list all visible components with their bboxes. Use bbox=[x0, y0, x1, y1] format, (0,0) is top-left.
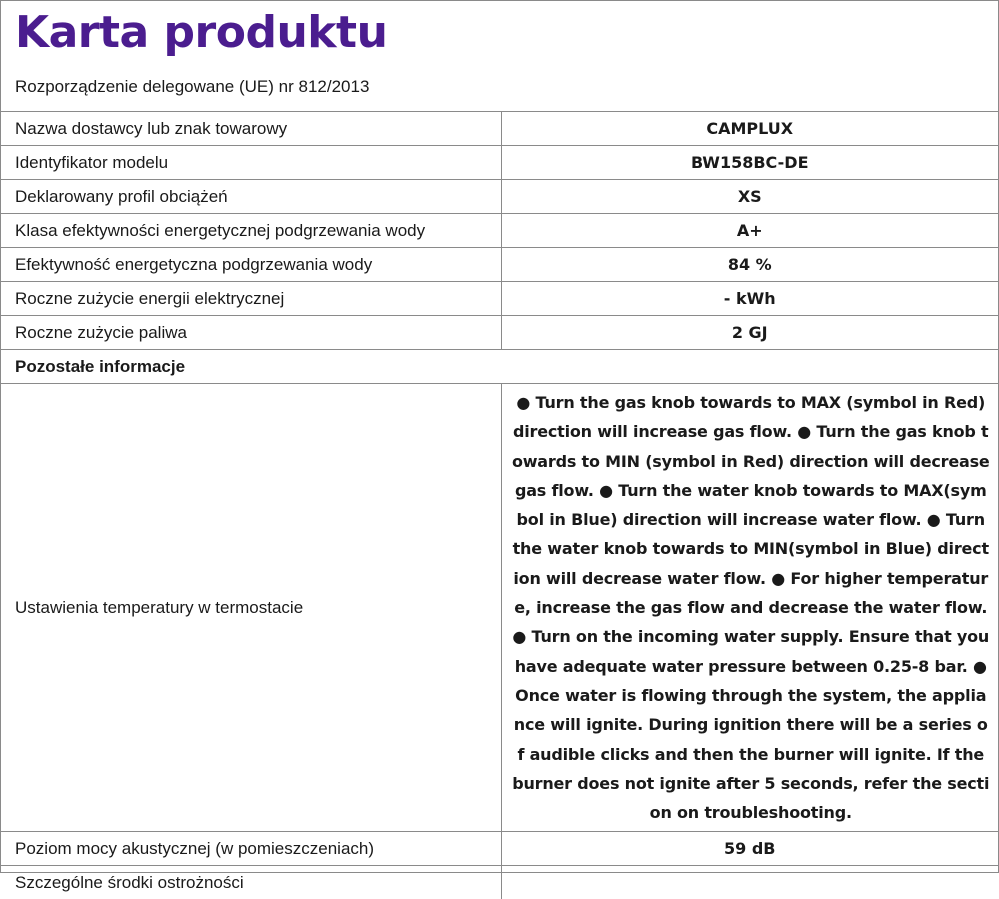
regulation-text: Rozporządzenie delegowane (UE) nr 812/2013 bbox=[15, 77, 370, 96]
row-label: Efektywność energetyczna podgrzewania wody bbox=[1, 248, 501, 282]
row-value: CAMPLUX bbox=[501, 112, 998, 146]
row-value: A+ bbox=[501, 214, 998, 248]
page-title: Karta produktu bbox=[15, 7, 388, 58]
sound-value: 59 dB bbox=[501, 832, 998, 866]
product-table bbox=[1, 112, 998, 899]
row-label: Roczne zużycie energii elektrycznej bbox=[1, 282, 501, 316]
row-label: Roczne zużycie paliwa bbox=[1, 316, 501, 350]
row-label: Nazwa dostawcy lub znak towarowy bbox=[1, 112, 501, 146]
row-value: XS bbox=[501, 180, 998, 214]
row-value: - kWh bbox=[501, 282, 998, 316]
precautions-row bbox=[1, 866, 998, 899]
thermostat-instructions: ● Turn the gas knob towards to MAX (symbol in Red) direction will increase gas flow. ● Turn the gas knob towards to MIN (symbol in Red) direction will decrease gas flow. ● Turn the water knob towards to MAX(symbol in Blue) direction will increase water flow. ● Turn the water knob towards to MIN(symbol in Blue) direction will decrease water flow. ● For higher temperature, increase the gas flow and decrease the water flow. ● Turn on the incoming water supply. Ensure that you have adequate water pressure between 0.25-8 bar. ● Once water is flowing through the system, the appliance will ignite. During ignition there will be a series of audible clicks and then the burner will ignite. If the burner does not ignite after 5 seconds, refer the section on troubleshooting. bbox=[501, 384, 998, 832]
row-value: BW158BC-DE bbox=[501, 146, 998, 180]
table-row bbox=[1, 112, 998, 146]
sound-row bbox=[1, 832, 998, 866]
table-row bbox=[1, 214, 998, 248]
table-row bbox=[1, 282, 998, 316]
table-row bbox=[1, 146, 998, 180]
section-heading-row bbox=[1, 350, 998, 384]
regulation-row bbox=[1, 64, 998, 112]
other-info-heading: Pozostałe informacje bbox=[1, 350, 998, 384]
sound-label: Poziom mocy akustycznej (w pomieszczeniach) bbox=[1, 832, 501, 866]
table-row bbox=[1, 180, 998, 214]
row-label: Klasa efektywności energetycznej podgrzewania wody bbox=[1, 214, 501, 248]
precautions-value bbox=[501, 866, 998, 899]
thermostat-label: Ustawienia temperatury w termostacie bbox=[1, 384, 501, 832]
table-row bbox=[1, 248, 998, 282]
table-row bbox=[1, 316, 998, 350]
row-label: Identyfikator modelu bbox=[1, 146, 501, 180]
row-value: 2 GJ bbox=[501, 316, 998, 350]
thermostat-row bbox=[1, 384, 998, 832]
title-row bbox=[1, 1, 998, 64]
precautions-label: Szczególne środki ostrożności bbox=[1, 866, 501, 899]
row-label: Deklarowany profil obciążeń bbox=[1, 180, 501, 214]
row-value: 84 % bbox=[501, 248, 998, 282]
